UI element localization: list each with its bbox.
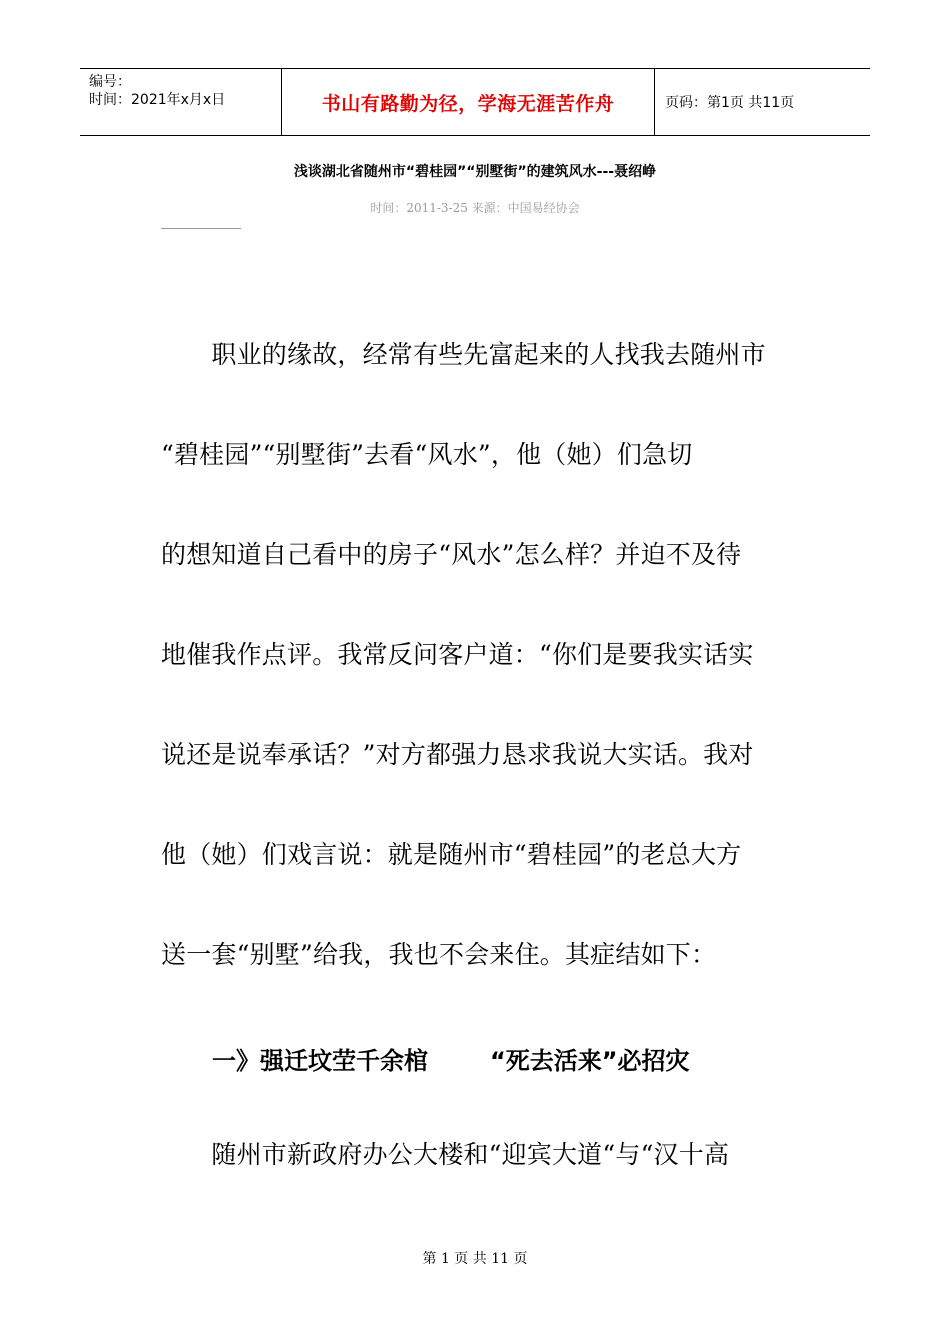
header-page-code: 页码：第1页 共11页 <box>665 95 795 111</box>
header-info-cell <box>80 69 282 135</box>
section-heading-right: “死去活来”必招灾 <box>490 1047 690 1075</box>
section-heading <box>212 1041 690 1076</box>
body-line: “碧桂园”“别墅街”去看“风水”，他（她）们急切 <box>161 440 693 469</box>
body-line: 随州市新政府办公大楼和“迎宾大道“与“汉十高 <box>161 1140 730 1169</box>
body-line: 职业的缘故，经常有些先富起来的人找我去随州市 <box>161 340 766 369</box>
header-motto: 书山有路勤为径，学海无涯苦作舟 <box>282 69 655 135</box>
document-number-label: 编号： <box>89 74 131 90</box>
header-table <box>80 68 870 136</box>
section-heading-left: 一》强迁坟茔千余棺 <box>212 1047 428 1075</box>
body-line: 地催我作点评。我常反问客户道：“你们是要我实话实 <box>161 640 754 669</box>
body-line: 送一套“别墅”给我，我也不会来住。其症结如下： <box>161 940 717 969</box>
article-meta: 时间：2011-3-25 来源：中国易经协会 <box>370 201 580 215</box>
article-title: 浅谈湖北省随州市“碧桂园”“别墅街”的建筑风水---聂绍峥 <box>293 164 657 180</box>
body-line: 说还是说奉承话？”对方都强力恳求我说大实话。我对 <box>161 740 754 769</box>
meta-divider <box>161 228 241 229</box>
page-footer: 第 1 页 共 11 页 <box>422 1251 528 1267</box>
body-line: 的想知道自己看中的房子“风水”怎么样？并迫不及待 <box>161 540 742 569</box>
document-time-label: 时间：2021年x月x日 <box>89 92 226 108</box>
body-line: 他（她）们戏言说：就是随州市“碧桂园”的老总大方 <box>161 840 742 869</box>
